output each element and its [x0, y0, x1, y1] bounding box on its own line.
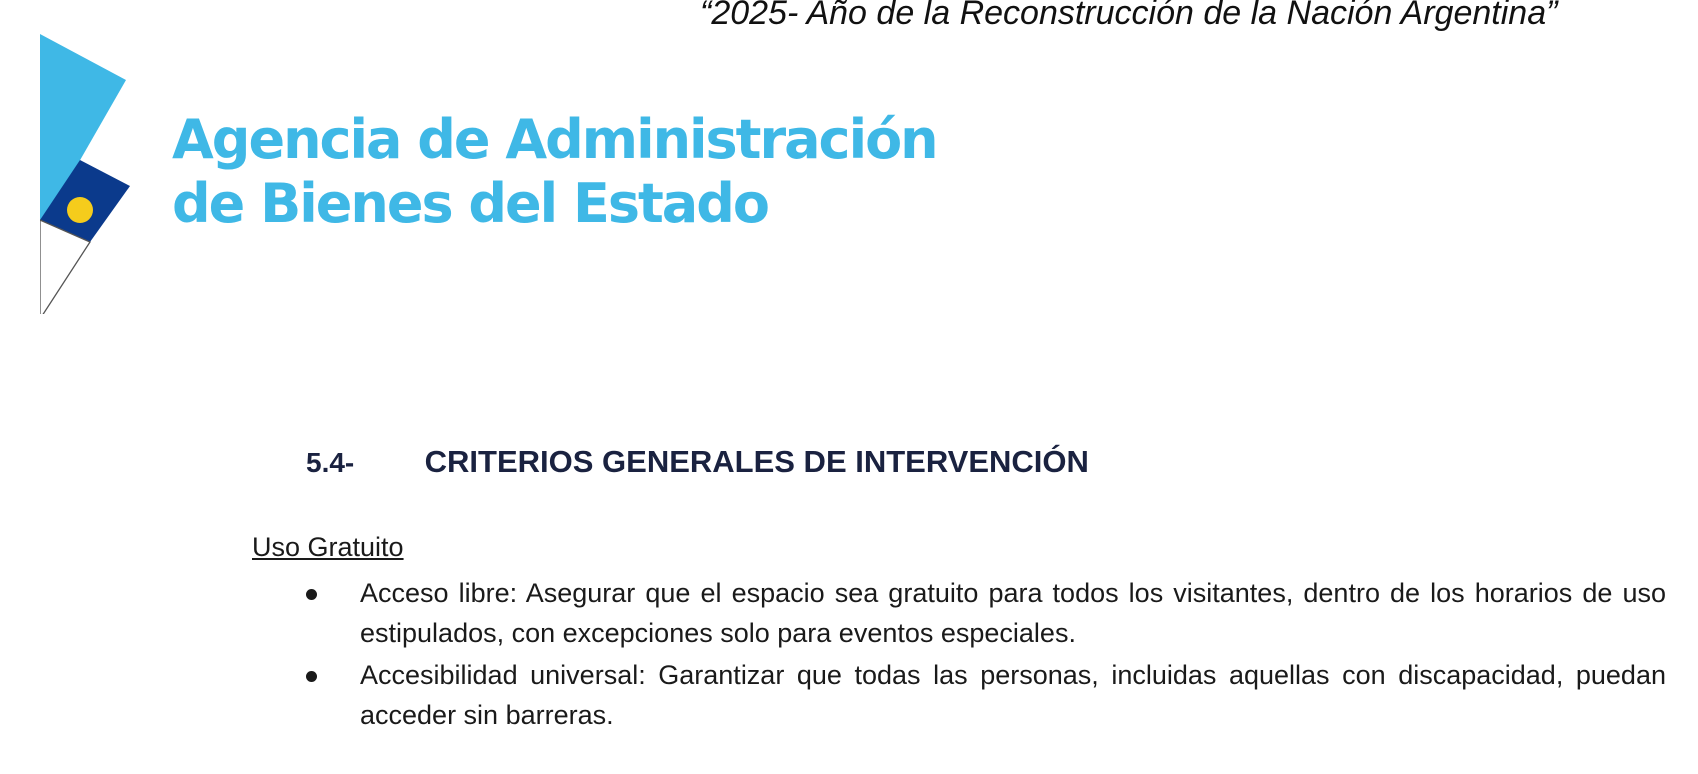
section-heading: [306, 444, 1089, 480]
logo-yellow-sun: [67, 197, 93, 223]
year-motto: “2025- Año de la Reconstrucción de la Nación Argentina”: [700, 0, 1558, 32]
agency-name: [172, 108, 937, 236]
bullet-icon: [306, 589, 317, 600]
list-item: [306, 573, 1666, 653]
agency-name-line-1: Agencia de Administración: [172, 108, 937, 171]
agency-name-line-2: de Bienes del Estado: [172, 172, 769, 235]
bullet-list: [306, 573, 1666, 737]
section-title: CRITERIOS GENERALES DE INTERVENCIÓN: [424, 444, 1089, 479]
section-number: 5.4-: [306, 447, 355, 478]
list-item: [306, 655, 1666, 735]
bullet-icon: [306, 671, 317, 682]
bullet-text: Accesibilidad universal: Garantizar que todas las personas, incluidas aquellas con discapacidad, puedan acceder sin barreras.: [360, 660, 1666, 730]
bullet-text: Acceso libre: Asegurar que el espacio sea gratuito para todos los visitantes, dentro de los horarios de uso estipulados, con excepciones solo para eventos especiales.: [360, 578, 1666, 648]
subsection-label: Uso Gratuito: [252, 532, 404, 562]
agency-logo-icon: [40, 34, 140, 314]
